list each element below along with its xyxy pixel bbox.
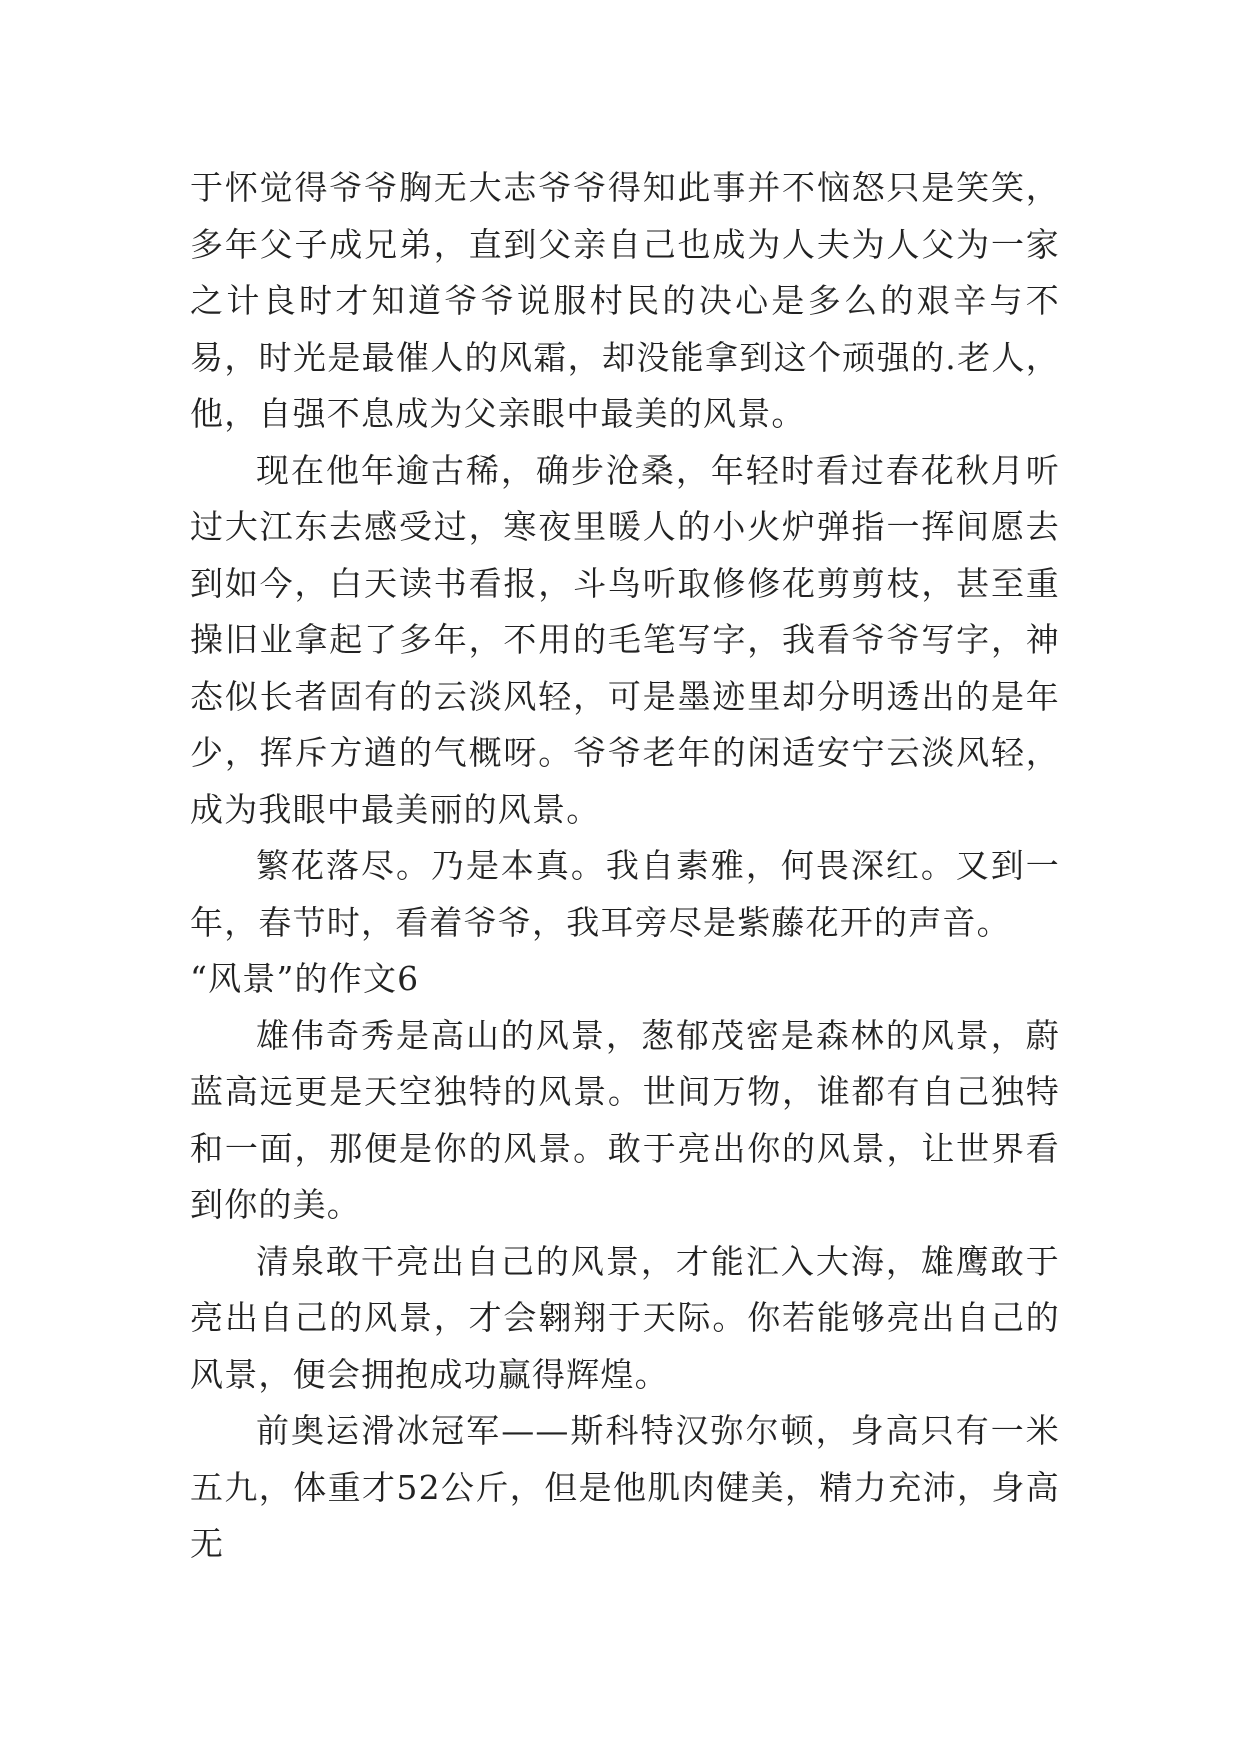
document-body bbox=[190, 160, 1060, 1573]
paragraph: 清泉敢干亮出自己的风景，才能汇入大海，雄鹰敢于亮出自己的风景，才会翱翔于天际。你若能够亮出自己的风景，便会拥抱成功赢得辉煌。 bbox=[190, 1241, 1060, 1394]
paragraph-continued: 于怀觉得爷爷胸无大志爷爷得知此事并不恼怒只是笑笑，多年父子成兄弟，直到父亲自己也成为人夫为人父为一家之计良时才知道爷爷说服村民的决心是多么的艰辛与不易，时光是最催人的风霜，却没能拿到这个顽强的.老人，他，自强不息成为父亲眼中最美的风景。 bbox=[190, 168, 1060, 433]
paragraph: 前奥运滑冰冠军——斯科特汉弥尔顿，身高只有一米五九，体重才52公斤，但是他肌肉健美，精力充沛，身高无 bbox=[190, 1411, 1060, 1563]
essay-heading: “风景”的作文6 bbox=[190, 959, 420, 998]
paragraph: 繁花落尽。乃是本真。我自素雅，何畏深红。又到一年，春节时，看着爷爷，我耳旁尽是紫藤花开的声音。 bbox=[190, 846, 1060, 942]
paragraph: 现在他年逾古稀，确步沧桑，年轻时看过春花秋月听过大江东去感受过，寒夜里暖人的小火炉弹指一挥间愿去到如今，白天读书看报，斗鸟听取修修花剪剪枝，甚至重操旧业拿起了多年，不用的毛笔写字，我看爷爷写字，神态似长者固有的云淡风轻，可是墨迹里却分明透出的是年少，挥斥方遒的气概呀。爷爷老年的闲适安宁云淡风轻，成为我眼中最美丽的风景。 bbox=[190, 450, 1060, 829]
paragraph: 雄伟奇秀是高山的风景，葱郁茂密是森林的风景，蔚蓝高远更是天空独特的风景。世间万物，谁都有自己独特和一面，那便是你的风景。敢于亮出你的风景，让世界看到你的美。 bbox=[190, 1015, 1060, 1224]
